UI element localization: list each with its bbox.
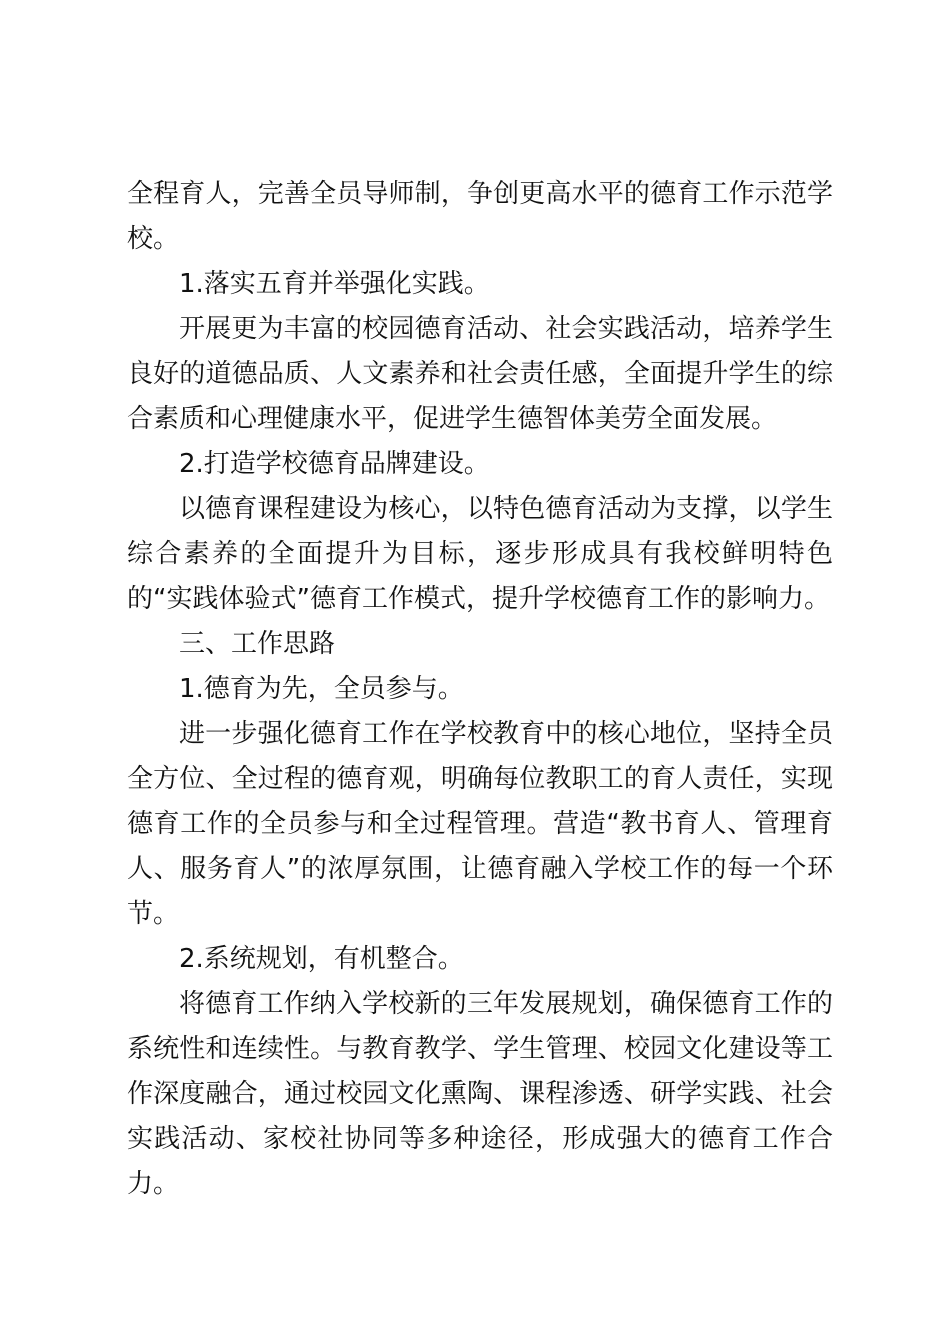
document-body [127,172,833,1207]
section-heading: 1.德育为先，全员参与。 [179,674,464,704]
paragraph: 将德育工作纳入学校新的三年发展规划，确保德育工作的系统性和连续性。与教育教学、学生管理、校园文化建设等工作深度融合，通过校园文化熏陶、课程渗透、研学实践、社会实践活动、家校社协同等多种途径，形成强大的德育工作合力。 [127,989,833,1199]
paragraph: 进一步强化德育工作在学校教育中的核心地位，坚持全员全方位、全过程的德育观，明确每位教职工的育人责任，实现德育工作的全员参与和全过程管理。营造“教书育人、管理育人、服务育人”的浓厚氛围，让德育融入学校工作的每一个环节。 [127,719,833,929]
section-heading: 2.打造学校德育品牌建设。 [179,449,490,479]
section-heading: 1.落实五育并举强化实践。 [179,269,490,299]
paragraph: 开展更为丰富的校园德育活动、社会实践活动，培养学生良好的道德品质、人文素养和社会责任感，全面提升学生的综合素质和心理健康水平，促进学生德智体美劳全面发展。 [127,314,833,434]
chapter-heading: 三、工作思路 [179,629,336,659]
section-heading: 2.系统规划，有机整合。 [179,944,464,974]
paragraph: 全程育人，完善全员导师制，争创更高水平的德育工作示范学校。 [127,179,833,254]
paragraph: 以德育课程建设为核心，以特色德育活动为支撑，以学生综合素养的全面提升为目标，逐步形成具有我校鲜明特色的“实践体验式”德育工作模式，提升学校德育工作的影响力。 [127,494,833,614]
